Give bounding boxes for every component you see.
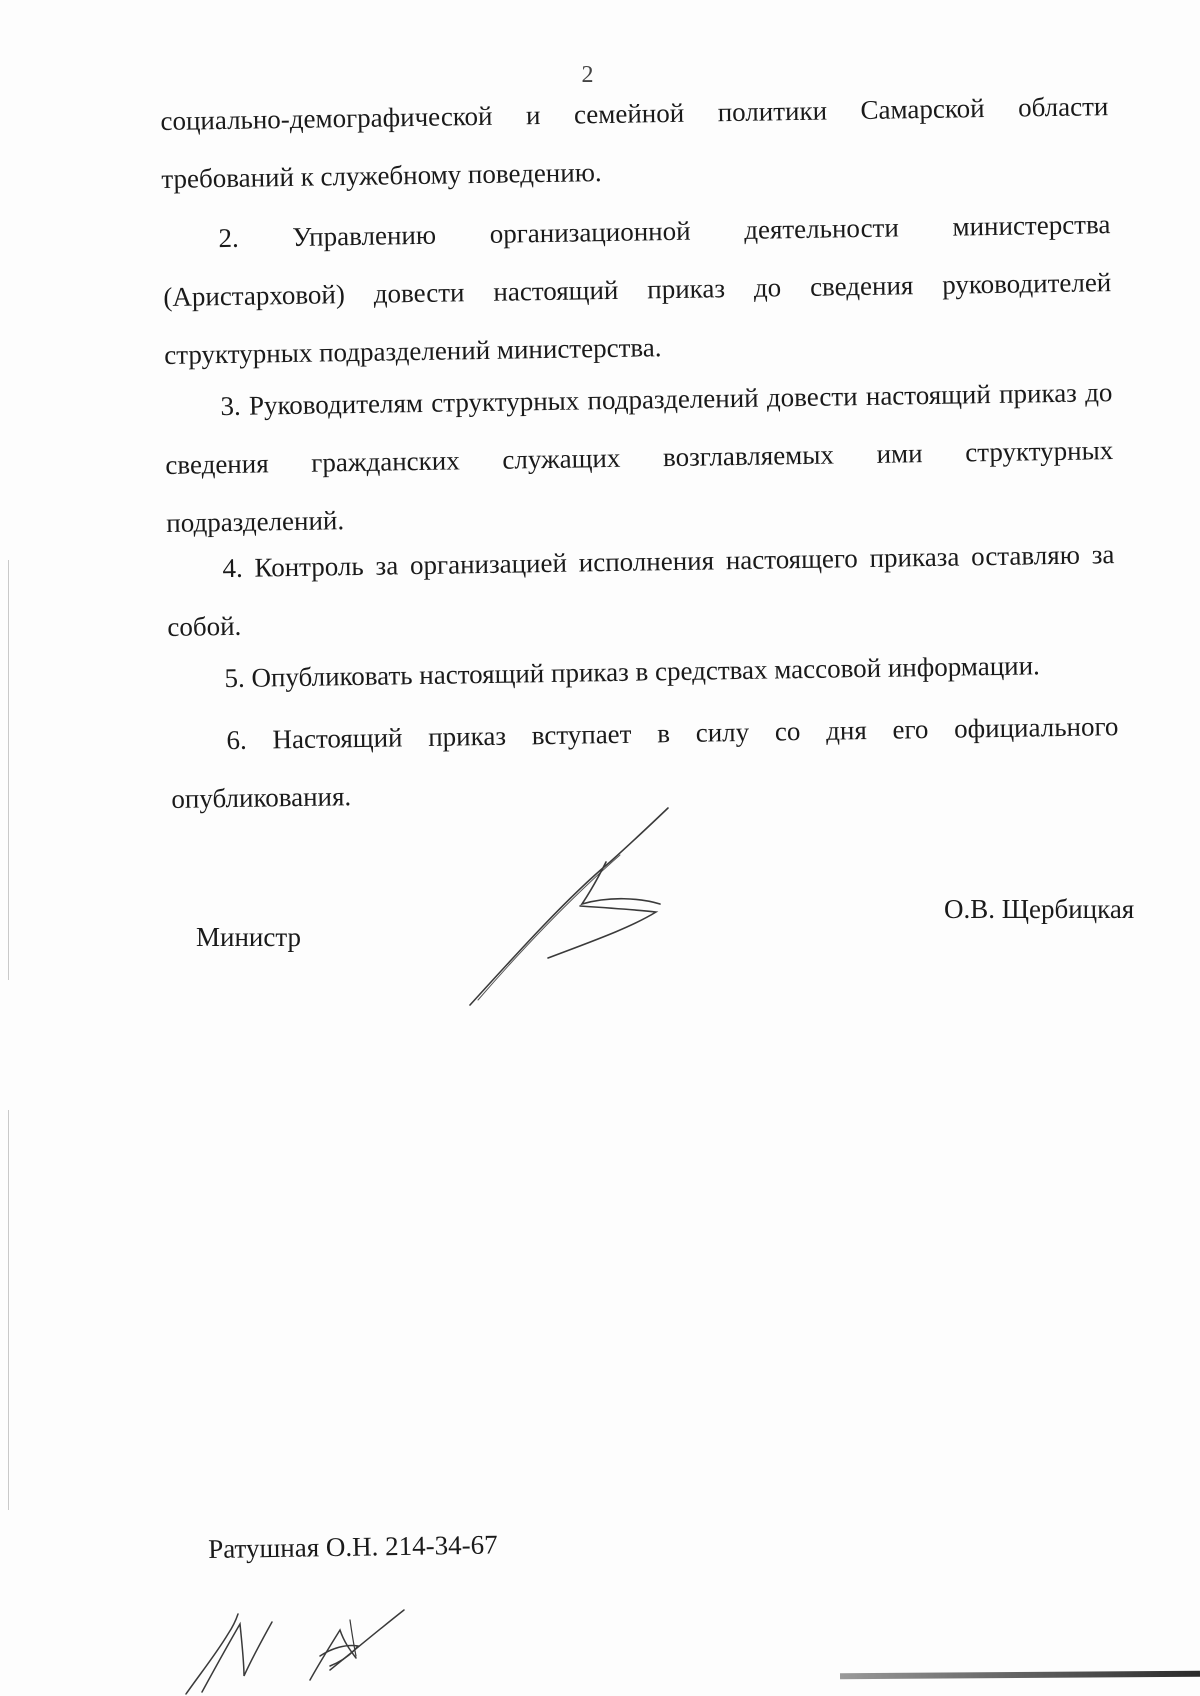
paragraph-text: социально-демографической и семейной политики Самарской области требований к служебному поведению. (160, 91, 1109, 194)
handwritten-signature (460, 800, 730, 1010)
handwritten-initials (180, 1600, 430, 1696)
paragraph-text: 4. Контроль за организацией исполнения настоящего приказа оставляю за собой. (167, 539, 1115, 642)
page-number: 2 (581, 62, 594, 88)
contact-line: Ратушная О.Н. 214-34-67 (208, 1529, 498, 1564)
signer-role: Министр (196, 922, 301, 952)
paragraph-text: 3. Руководителям структурных подразделений довести настоящий приказ до сведения гражданских служащих возглавляемых ими структурных подразделений. (165, 377, 1114, 538)
paragraph-text: 2. Управлению организационной деятельности министерства (Аристарховой) довести настоящий приказ до сведения руководителей структурных подразделений министерства. (163, 209, 1112, 370)
paragraph-text: 5. Опубликовать настоящий приказ в средствах массовой информации. (224, 650, 1041, 694)
signer-name: О.В. Щербицкая (944, 894, 1135, 924)
paragraph-text: 6. Настоящий приказ вступает в силу со дня его официального опубликования. (171, 711, 1119, 814)
